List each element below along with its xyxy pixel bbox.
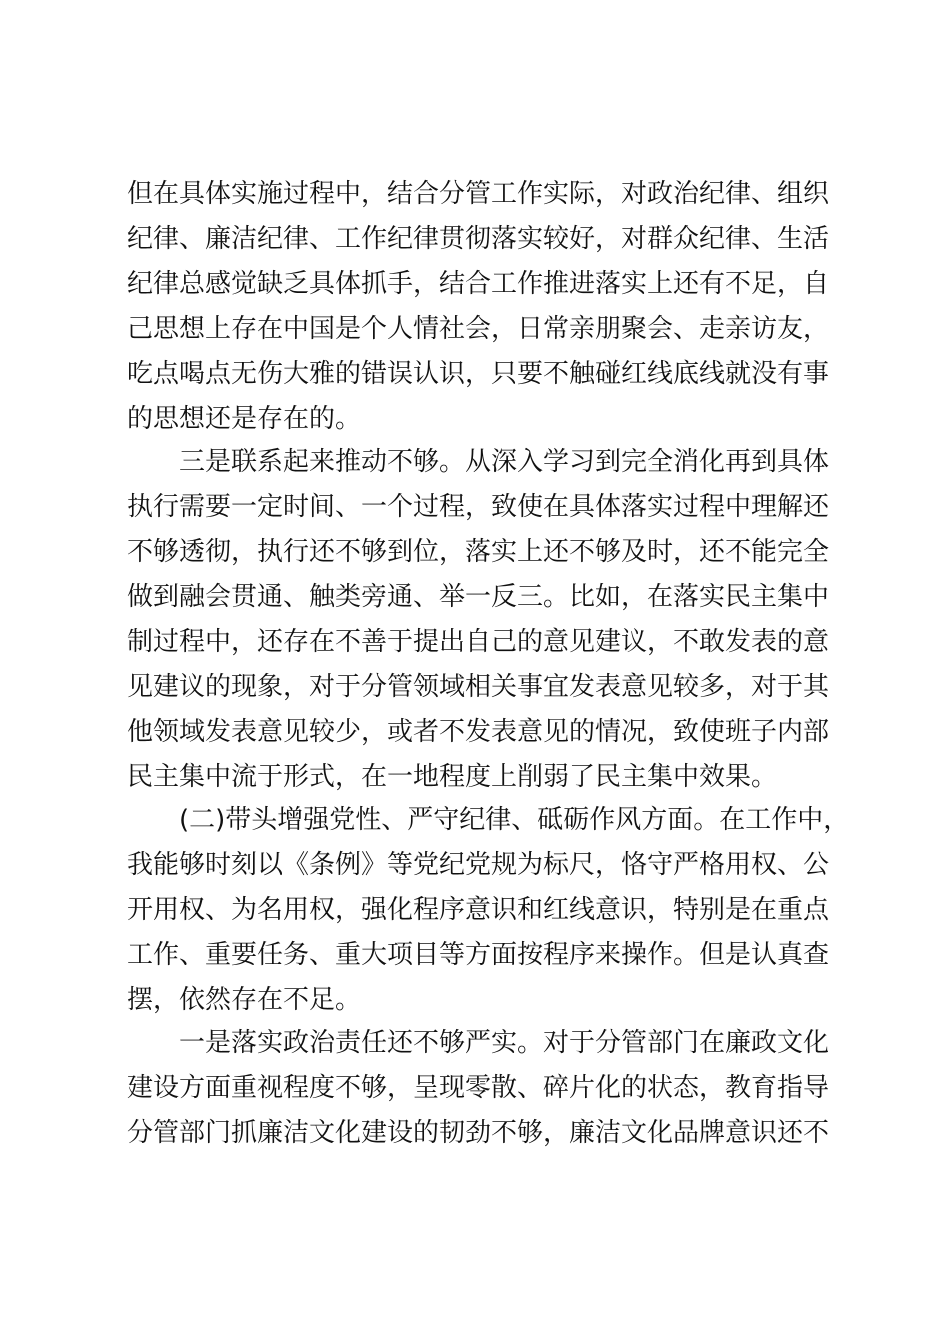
- paragraph-line: 己思想上存在中国是个人情社会，日常亲朋聚会、走亲访友，: [127, 314, 830, 344]
- paragraph-line: 不够透彻，执行还不够到位，落实上还不够及时，还不能完全: [127, 537, 830, 567]
- paragraph-line: 我能够时刻以《条例》等党纪党规为标尺，恪守严格用权、公: [127, 850, 830, 880]
- paragraph-line: 他领域发表意见较少，或者不发表意见的情况，致使班子内部: [127, 717, 830, 747]
- paragraph-line: 纪律总感觉缺乏具体抓手，结合工作推进落实上还有不足，自: [127, 269, 830, 299]
- paragraph-line: 三是联系起来推动不够。从深入学习到完全消化再到具体: [179, 447, 830, 477]
- paragraph-line: (二)带头增强党性、严守纪律、砥砺作风方面。在工作中，: [179, 805, 850, 835]
- paragraph-3: [127, 798, 850, 1023]
- paragraph-4: [127, 1021, 830, 1156]
- paragraph-line: 吃点喝点无伤大雅的错误认识，只要不触碰红线底线就没有事: [127, 359, 830, 389]
- paragraph-line: 民主集中流于形式，在一地程度上削弱了民主集中效果。: [127, 762, 778, 792]
- paragraph-line: 建设方面重视程度不够，呈现零散、碎片化的状态，教育指导: [127, 1073, 830, 1103]
- paragraph-line: 工作、重要任务、重大项目等方面按程序来操作。但是认真查: [127, 940, 830, 970]
- paragraph-1: [127, 172, 830, 442]
- paragraph-line: 分管部门抓廉洁文化建设的韧劲不够，廉洁文化品牌意识还不: [127, 1118, 830, 1148]
- paragraph-line: 见建议的现象，对于分管领域相关事宜发表意见较多，对于其: [127, 672, 830, 702]
- paragraph-line: 但在具体实施过程中，结合分管工作实际，对政治纪律、组织: [127, 179, 830, 209]
- paragraph-line: 制过程中，还存在不善于提出自己的意见建议，不敢发表的意: [127, 627, 830, 657]
- paragraph-line: 做到融会贯通、触类旁通、举一反三。比如，在落实民主集中: [127, 582, 830, 612]
- paragraph-2: [127, 440, 830, 800]
- paragraph-line: 的思想还是存在的。: [127, 404, 362, 434]
- paragraph-line: 摆，依然存在不足。: [127, 985, 362, 1015]
- paragraph-line: 执行需要一定时间、一个过程，致使在具体落实过程中理解还: [127, 492, 830, 522]
- paragraph-line: 一是落实政治责任还不够严实。对于分管部门在廉政文化: [179, 1028, 830, 1058]
- paragraph-line: 开用权、为名用权，强化程序意识和红线意识，特别是在重点: [127, 895, 830, 925]
- paragraph-line: 纪律、廉洁纪律、工作纪律贯彻落实较好，对群众纪律、生活: [127, 224, 830, 254]
